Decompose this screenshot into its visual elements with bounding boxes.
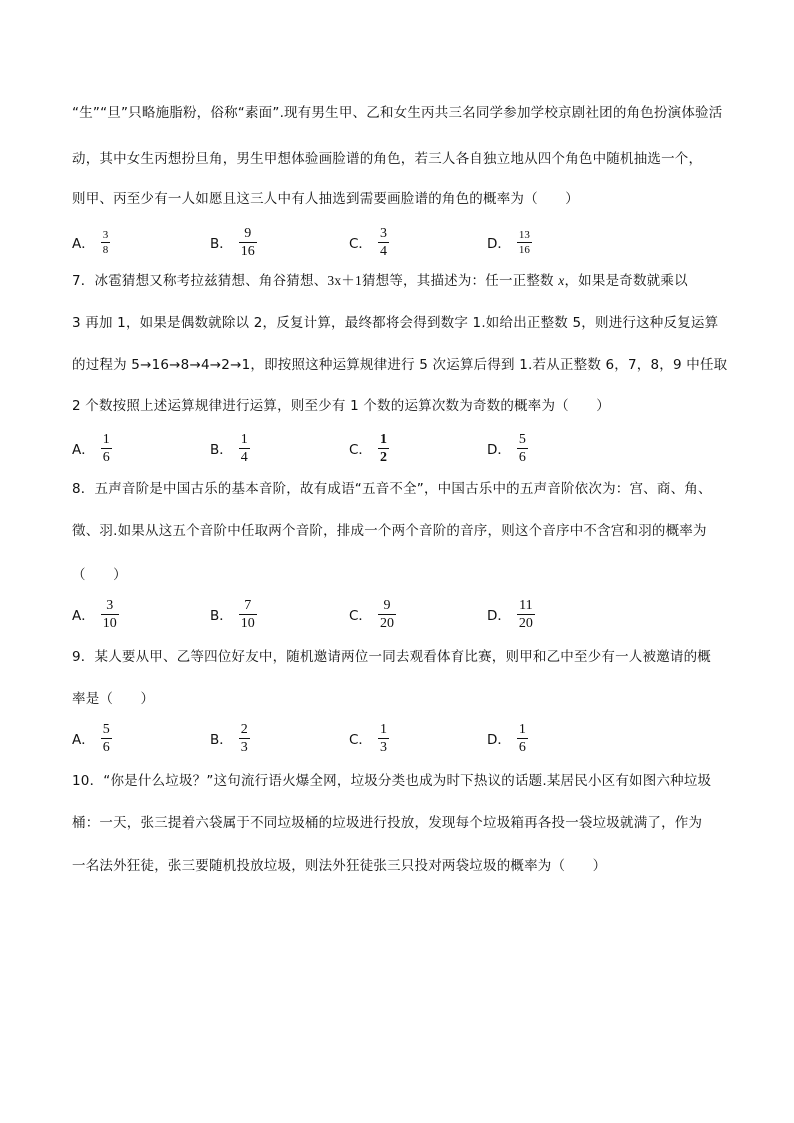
q10-line-1: 10．“你是什么垃圾？”这句流行语火爆全网，垃圾分类也成为时下热议的话题.某居民小区有如图六种垃圾: [72, 773, 712, 789]
q6-line-2: 动，其中女生丙想扮旦角，男生甲想体验画脸谱的角色，若三人各自独立地从四个角色中随机抽选一个，: [72, 151, 703, 167]
q9-option-d[interactable]: D． $\frac{1}{6}$: [487, 721, 526, 755]
q7-option-d[interactable]: D． $\frac{5}{6}$: [487, 431, 526, 465]
q8-option-c[interactable]: C． $\frac{9}{20}$: [349, 597, 394, 631]
q7-line-1: 7．冰雹猜想又称考拉兹猜想、角谷猜想、3x＋1猜想等，其描述为：任一正整数 x，如果是奇数就乘以: [72, 273, 688, 289]
q10-line-2: 桶：一天，张三提着六袋属于不同垃圾桶的垃圾进行投放，发现每个垃圾箱再各投一袋垃圾就满了，作为: [72, 815, 703, 831]
q7-option-b[interactable]: B． $\frac{1}{4}$: [210, 431, 248, 465]
q8-line-1: 8．五声音阶是中国古乐的基本音阶，故有成语“五音不全”，中国古乐中的五声音阶依次为：宫、商、角、: [72, 481, 712, 497]
fraction: $\frac{3}{4}$: [379, 225, 387, 259]
fraction: $\frac{9}{20}$: [379, 597, 394, 631]
fraction: $\frac{1}{3}$: [379, 721, 387, 755]
fraction: $\frac{1}{6}$: [102, 431, 110, 465]
fraction: $\frac{1}{6}$: [518, 721, 526, 755]
fraction: $\frac{3}{8}$: [102, 228, 109, 256]
q8-line-3: （ ）: [72, 567, 127, 583]
q6-line-3: 则甲、丙至少有一人如愿且这三人中有人抽选到需要画脸谱的角色的概率为（ ）: [72, 191, 579, 207]
q8-option-a[interactable]: A． $\frac{3}{10}$: [72, 597, 117, 631]
q8-option-b[interactable]: B． $\frac{7}{10}$: [210, 597, 255, 631]
fraction: $\frac{5}{6}$: [102, 721, 110, 755]
fraction: $\frac{7}{10}$: [240, 597, 255, 631]
q6-line-1: “生”“旦”只略施脂粉，俗称“素面”.现有男生甲、乙和女生丙共三名同学参加学校京剧社团的角色扮演体验活: [72, 105, 723, 121]
q8-line-2: 徵、羽.如果从这五个音阶中任取两个音阶，排成一个两个音阶的音序，则这个音序中不含宫和羽的概率为: [72, 523, 707, 539]
q7-option-c[interactable]: C． $\frac{1}{2}$: [349, 431, 387, 465]
q9-option-a[interactable]: A． $\frac{5}{6}$: [72, 721, 110, 755]
q9-line-1: 9．某人要从甲、乙等四位好友中，随机邀请两位一同去观看体育比赛，则甲和乙中至少有一人被邀请的概: [72, 649, 711, 665]
q8-options: [72, 594, 732, 634]
q9-option-c[interactable]: C． $\frac{1}{3}$: [349, 721, 387, 755]
q6-option-b[interactable]: B． $\frac{9}{16}$: [210, 225, 255, 259]
fraction: $\frac{9}{16}$: [240, 225, 255, 259]
q10-line-3: 一名法外狂徒，张三要随机投放垃圾，则法外狂徒张三只投对两袋垃圾的概率为（ ）: [72, 858, 607, 874]
math-expression: 3x＋1: [327, 273, 362, 288]
fraction: $\frac{11}{20}$: [518, 597, 533, 631]
q6-option-d[interactable]: D． $\frac{13}{16}$: [487, 228, 530, 256]
q7-line-4: 2 个数按照上述运算规律进行运算，则至少有 1 个数的运算次数为奇数的概率为（ ）: [72, 398, 610, 414]
q9-option-b[interactable]: B． $\frac{2}{3}$: [210, 721, 248, 755]
fraction: $\frac{3}{10}$: [102, 597, 117, 631]
q9-options: [72, 718, 732, 758]
q9-line-2: 率是（ ）: [72, 691, 155, 707]
fraction: $\frac{1}{4}$: [240, 431, 248, 465]
q7-option-a[interactable]: A． $\frac{1}{6}$: [72, 431, 110, 465]
q7-line-3: 的过程为 5→16→8→4→2→1，即按照这种运算规律进行 5 次运算后得到 1.若从正整数 6，7，8，9 中任取: [72, 357, 728, 373]
q7-options: [72, 428, 732, 468]
q6-option-c[interactable]: C． $\frac{3}{4}$: [349, 225, 387, 259]
fraction: $\frac{13}{16}$: [518, 228, 530, 256]
q7-line-2: 3 再加 1，如果是偶数就除以 2，反复计算，最终都将会得到数字 1.如给出正整数 5，则进行这种反复运算: [72, 315, 719, 331]
q6-option-a[interactable]: A． $\frac{3}{8}$: [72, 228, 109, 256]
fraction: $\frac{1}{2}$: [379, 431, 387, 465]
q8-option-d[interactable]: D． $\frac{11}{20}$: [487, 597, 533, 631]
math-variable: x: [558, 273, 565, 288]
q6-options: [72, 222, 732, 262]
fraction: $\frac{5}{6}$: [518, 431, 526, 465]
fraction: $\frac{2}{3}$: [240, 721, 248, 755]
